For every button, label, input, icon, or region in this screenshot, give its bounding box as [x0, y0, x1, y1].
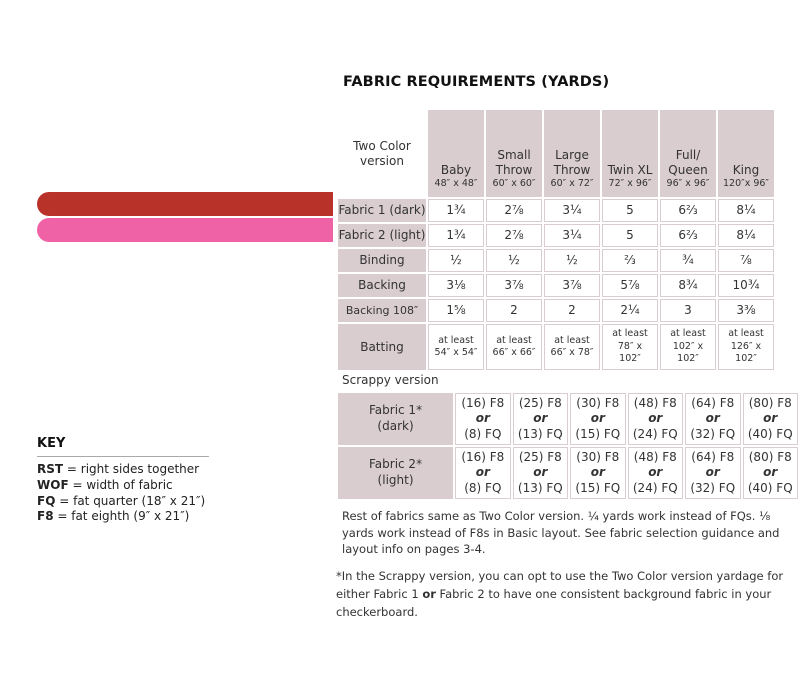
key-abbr: WOF [37, 477, 69, 492]
fq-count: (40) FQ [747, 426, 793, 441]
table-cell: 3¼ [544, 224, 600, 247]
scrappy-cell [513, 393, 568, 445]
table-cell: 5 [602, 224, 658, 247]
f8-count: (64) F8 [691, 449, 735, 464]
fabric-note: Rest of fabrics same as Two Color version. ¼ yards work instead of FQs. ⅛ yards work instead of F8s in Basic layout. See fabric selection guidance and layout info on pages 3-4. [342, 509, 780, 557]
table-row [338, 324, 774, 370]
fq-count: (32) FQ [690, 480, 736, 495]
size-header-3 [544, 110, 600, 197]
f8-count: (80) F8 [748, 395, 792, 410]
key-divider [37, 456, 209, 457]
table-cell: 3⅜ [718, 299, 774, 322]
footnote-text-2: Fabric 2 to have one consistent background fabric in your checkerboard. [336, 586, 772, 619]
size-dims: 60″ x 60″ [492, 178, 536, 190]
table-row [338, 299, 774, 322]
or-word: or [705, 465, 720, 480]
table-cell: 2⅞ [486, 199, 542, 222]
f8-count: (25) F8 [518, 395, 562, 410]
size-name: Full/ Queen [668, 148, 708, 178]
or-word: or [590, 465, 605, 480]
footnote-text-1: *In the Scrappy version, you can opt to use the Two Color version yardage for either Fabric 1 [336, 569, 784, 601]
table-cell: 8¼ [718, 224, 774, 247]
f8-count: (48) F8 [633, 395, 677, 410]
table-row [338, 224, 774, 247]
scrappy-cell [743, 393, 799, 445]
or-word: or [763, 411, 778, 426]
scrappy-cell [628, 393, 683, 445]
f8-count: (16) F8 [461, 395, 505, 410]
scrappy-cell [455, 447, 510, 499]
table-cell: at least 66″ x 78″ [544, 324, 600, 370]
size-dims: 120″x 96″ [723, 178, 769, 190]
key-item [37, 478, 205, 494]
key-abbr: RST [37, 462, 64, 476]
table-cell: 6⅔ [660, 224, 716, 247]
scrappy-row-label: Fabric 1* (dark) [338, 393, 453, 445]
key-title: KEY [37, 436, 66, 451]
or-word: or [648, 465, 663, 480]
fq-count: (13) FQ [517, 480, 563, 495]
size-header-6 [718, 110, 774, 197]
scrappy-cell [455, 393, 510, 445]
table-cell: ⅔ [602, 249, 658, 272]
table-cell: at least 54″ x 54″ [428, 324, 484, 370]
or-word: or [648, 411, 663, 426]
or-word: or [705, 411, 720, 426]
two-color-table [336, 108, 776, 372]
key-definition: = fat eighth (9″ x 21″) [53, 509, 190, 524]
table-cell: at least 78″ x 102″ [602, 324, 658, 370]
table-cell: ⅞ [718, 249, 774, 272]
scrappy-label: Scrappy version [342, 373, 439, 387]
page-title: FABRIC REQUIREMENTS (YARDS) [343, 74, 610, 90]
scrappy-table [336, 391, 800, 501]
size-dims: 60″ x 72″ [550, 178, 594, 190]
size-name: Baby [440, 163, 472, 178]
corner-label: Two Color version [338, 110, 426, 197]
table-cell: 10¾ [718, 274, 774, 297]
table-cell: ½ [544, 249, 600, 272]
fq-count: (8) FQ [464, 480, 502, 495]
table-cell: 2 [486, 299, 542, 322]
size-dims: 96″ x 96″ [666, 178, 710, 190]
key-definition: = right sides together [63, 462, 200, 476]
scrappy-row-label: Fabric 2* (light) [338, 447, 453, 499]
or-word: or [475, 411, 490, 426]
key-item [37, 494, 205, 510]
row-label: Fabric 2 (light) [338, 224, 426, 247]
table-cell: 1⅝ [428, 299, 484, 322]
table-cell: 3⅞ [544, 274, 600, 297]
size-name: King [732, 163, 760, 178]
fabric-2-swatch [37, 218, 333, 242]
table-cell: 1¾ [428, 199, 484, 222]
table-cell: at least 126″ x 102″ [718, 324, 774, 370]
table-cell: ½ [428, 249, 484, 272]
size-name: Large Throw [553, 148, 591, 178]
key-definition: = fat quarter (18″ x 21″) [55, 493, 206, 508]
size-header-1 [428, 110, 484, 197]
key-item [37, 462, 205, 478]
table-cell: at least 102″ x 102″ [660, 324, 716, 370]
or-word: or [763, 465, 778, 480]
fq-count: (40) FQ [747, 480, 793, 495]
key-abbr: FQ [37, 493, 56, 508]
footnote-or: or [422, 586, 436, 601]
or-word: or [533, 411, 548, 426]
size-header-5 [660, 110, 716, 197]
table-cell: ½ [486, 249, 542, 272]
scrappy-row [338, 447, 798, 499]
f8-count: (64) F8 [691, 395, 735, 410]
scrappy-cell [685, 447, 740, 499]
table-cell: 8¼ [718, 199, 774, 222]
fq-count: (24) FQ [632, 480, 678, 495]
table-cell: 3¼ [544, 199, 600, 222]
size-dims: 72″ x 96″ [608, 178, 652, 190]
size-name: Small Throw [495, 148, 533, 178]
key-item [37, 509, 205, 525]
or-word: or [475, 465, 490, 480]
scrappy-cell [685, 393, 740, 445]
table-cell: 3 [660, 299, 716, 322]
f8-count: (25) F8 [518, 449, 562, 464]
size-header-4 [602, 110, 658, 197]
scrappy-cell [513, 447, 568, 499]
fq-count: (24) FQ [632, 426, 678, 441]
scrappy-cell [628, 447, 683, 499]
key-list [37, 462, 205, 525]
row-label: Backing [338, 274, 426, 297]
table-cell: ¾ [660, 249, 716, 272]
scrappy-cell [743, 447, 799, 499]
footnote [336, 568, 796, 621]
table-row [338, 249, 774, 272]
size-dims: 48″ x 48″ [434, 178, 478, 190]
table-row [338, 199, 774, 222]
table-row [338, 274, 774, 297]
fabric-1-swatch [37, 192, 333, 216]
f8-count: (30) F8 [576, 449, 620, 464]
table-cell: at least 66″ x 66″ [486, 324, 542, 370]
fq-count: (13) FQ [517, 426, 563, 441]
row-label: Backing 108″ [338, 299, 426, 322]
table-cell: 8¾ [660, 274, 716, 297]
row-label: Binding [338, 249, 426, 272]
fq-count: (15) FQ [575, 426, 621, 441]
scrappy-row [338, 393, 798, 445]
fq-count: (8) FQ [464, 426, 502, 441]
f8-count: (30) F8 [576, 395, 620, 410]
table-cell: 6⅔ [660, 199, 716, 222]
f8-count: (16) F8 [461, 449, 505, 464]
scrappy-cell [570, 393, 625, 445]
size-name: Twin XL [607, 163, 653, 178]
or-word: or [533, 465, 548, 480]
table-cell: 3⅛ [428, 274, 484, 297]
table-cell: 5⅞ [602, 274, 658, 297]
key-definition: = width of fabric [68, 477, 173, 492]
table-cell: 2¼ [602, 299, 658, 322]
table-cell: 2 [544, 299, 600, 322]
f8-count: (48) F8 [633, 449, 677, 464]
scrappy-cell [570, 447, 625, 499]
table-cell: 2⅞ [486, 224, 542, 247]
fq-count: (15) FQ [575, 480, 621, 495]
or-word: or [590, 411, 605, 426]
table-cell: 1¾ [428, 224, 484, 247]
key-abbr: F8 [37, 509, 54, 524]
fq-count: (32) FQ [690, 426, 736, 441]
table-cell: 5 [602, 199, 658, 222]
table-cell: 3⅞ [486, 274, 542, 297]
size-header-2 [486, 110, 542, 197]
row-label: Fabric 1 (dark) [338, 199, 426, 222]
row-label: Batting [338, 324, 426, 370]
f8-count: (80) F8 [748, 449, 792, 464]
